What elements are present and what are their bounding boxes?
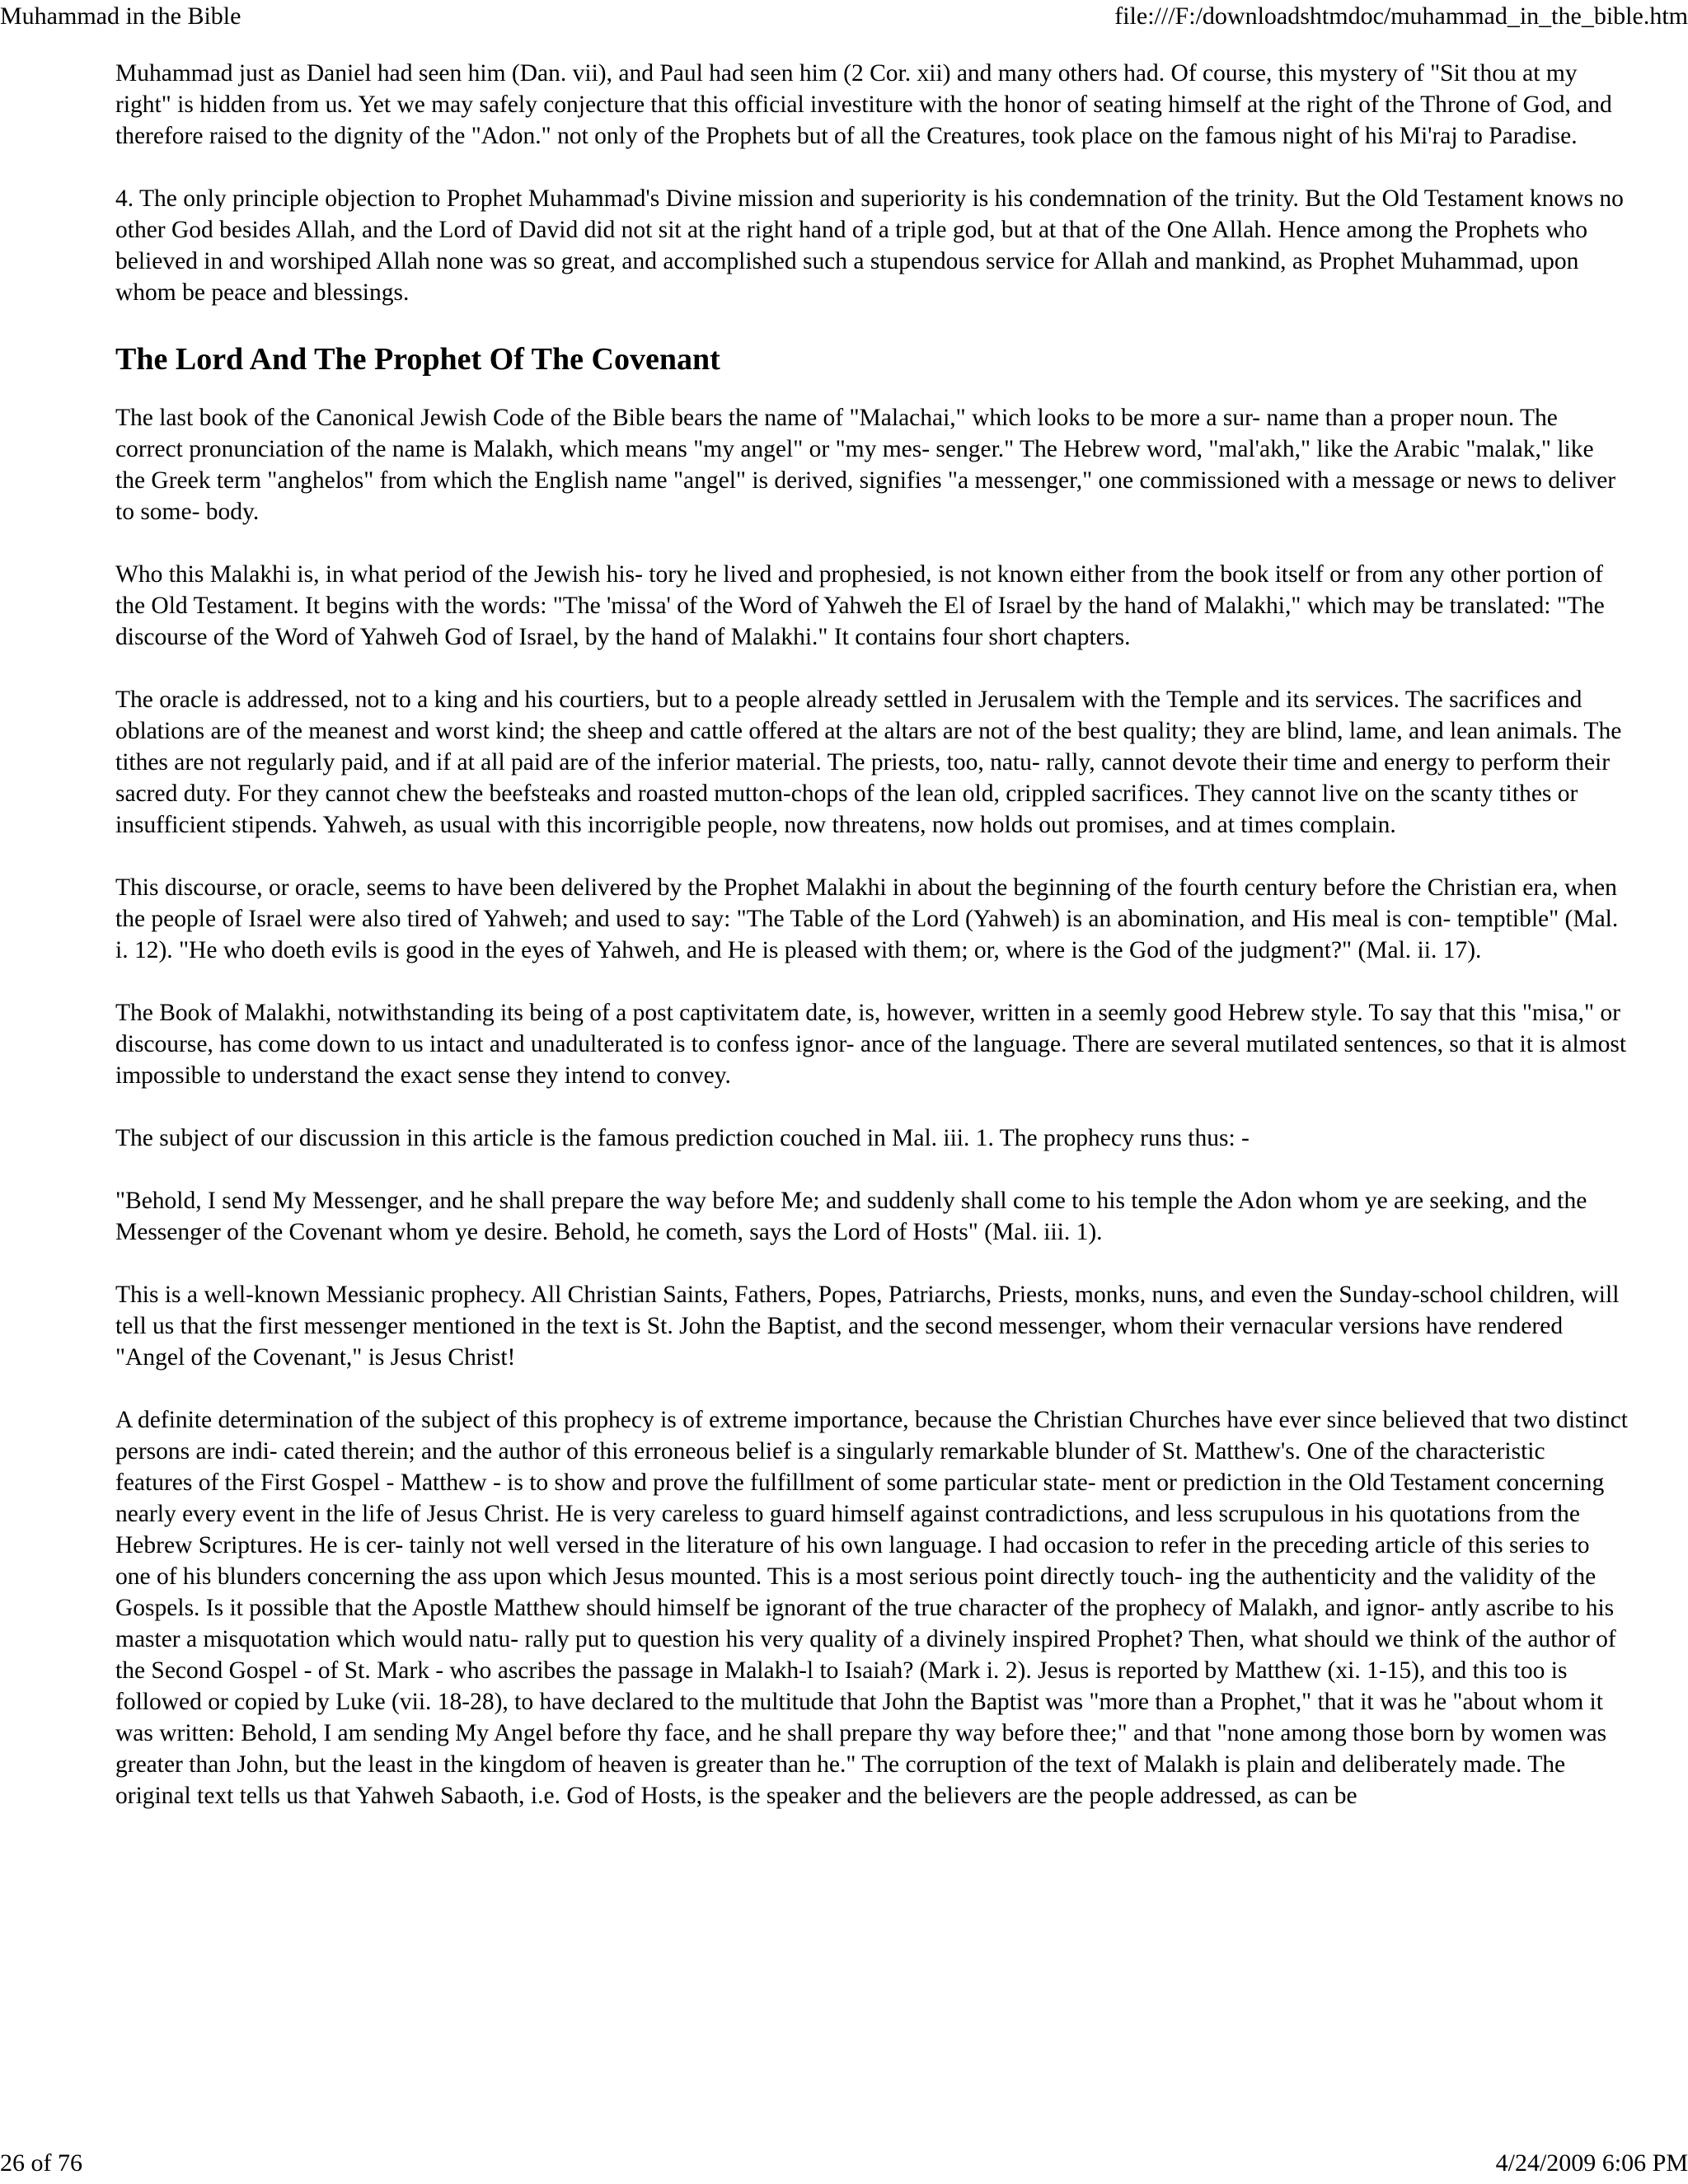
print-datetime: 4/24/2009 6:06 PM (1495, 2149, 1688, 2177)
document-body (115, 58, 1628, 1843)
body-paragraph: This discourse, or oracle, seems to have been delivered by the Prophet Malakhi in about the beginning of the fourth century before the Christian era, when the people of Israel were also tired of Yahweh; and used to say: "The Table of the Lord (Yahweh) is an abomination, and His meal is con- temptible" (Mal. i. 12). "He who doeth evils is good in the eyes of Yahweh, and He is pleased with them; or, where is the God of the judgment?" (Mal. ii. 17). (115, 874, 1619, 963)
body-paragraph: 4. The only principle objection to Prophet Muhammad's Divine mission and superiority is his condemnation of the trinity. But the Old Testament knows no other God besides Allah, and the Lord of David did not sit at the right hand of a triple god, but at that of the One Allah. Hence among the Prophets who believed in and worshiped Allah none was so great, and accomplished such a stupendous service for Allah and mankind, as Prophet Muhammad, upon whom be peace and blessings. (115, 185, 1624, 306)
body-paragraph: This is a well-known Messianic prophecy. All Christian Saints, Fathers, Popes, Patriarchs, Priests, monks, nuns, and even the Sunday-school children, will tell us that the first messenger mentioned in the text is St. John the Baptist, and the second messenger, whom their vernacular versions have rendered "Angel of the Covenant," is Jesus Christ! (115, 1282, 1620, 1371)
body-paragraph: Muhammad just as Daniel had seen him (Dan. vii), and Paul had seen him (2 Cor. xii) and many others had. Of course, this mystery of "Sit thou at my right" is hidden from us. Yet we may safely conjecture that this official investiture with the honor of seating himself at the right of the Throne of God, and therefore raised to the dignity of the "Adon." not only of the Prophets but of all the Creatures, took place on the famous night of his Mi'raj to Paradise. (115, 60, 1612, 149)
document-title: Muhammad in the Bible (0, 2, 241, 30)
document-url: file:///F:/downloadshtmdoc/muhammad_in_the_bible.htm (1114, 2, 1688, 30)
body-paragraph: The oracle is addressed, not to a king and his courtiers, but to a people already settled in Jerusalem with the Temple and its services. The sacrifices and oblations are of the meanest and worst kind; the sheep and cattle offered at the altars are not of the best quality; they are blind, lame, and lean animals. The tithes are not regularly paid, and if at all paid are of the inferior material. The priests, too, natu- rally, cannot devote their time and energy to perform their sacred duty. For they cannot chew the beefsteaks and roasted mutton-chops of the lean old, crippled sacrifices. They cannot live on the scanty tithes or insufficient stipends. Yahweh, as usual with this incorrigible people, now threatens, now holds out promises, and at times complain. (115, 687, 1622, 838)
quotation-paragraph: "Behold, I send My Messenger, and he shall prepare the way before Me; and suddenly shall come to his temple the Adon whom ye are seeking, and the Messenger of the Covenant whom ye desire. Behold, he cometh, says the Lord of Hosts" (Mal. iii. 1). (115, 1188, 1587, 1245)
body-paragraph: A definite determination of the subject of this prophecy is of extreme importance, because the Christian Churches have ever since believed that two distinct persons are indi- cated therein; and the author of this erroneous belief is a singularly remarkable blunder of St. Matthew's. One of the characteristic features of the First Gospel - Matthew - is to show and prove the fulfillment of some particular state- ment or prediction in the Old Testament concerning nearly every event in the life of Jesus Christ. He is very careless to guard himself against contradictions, and less scrupulous in his quotations from the Hebrew Scriptures. He is cer- tainly not well versed in the literature of his own language. I had occasion to refer in the preceding article of this series to one of his blunders concerning the ass upon which Jesus mounted. This is a most serious point directly touch- ing the authenticity and the validity of the Gospels. Is it possible that the Apostle Matthew should himself be ignorant of the true character of the prophecy of Malakh, and ignor- antly ascribe to his master a misquotation which would natu- rally put to question his very quality of a divinely inspired Prophet? Then, what should we think of the author of the Second Gospel - of St. Mark - who ascribes the passage in Malakh-l to Isaiah? (Mark i. 2). Jesus is reported by Matthew (xi. 1-15), and this too is followed or copied by Luke (vii. 18-28), to have declared to the multitude that John the Baptist was "more than a Prophet," that it was he "about whom it was written: Behold, I am sending My Angel before thy face, and he shall prepare thy way before thee;" and that "none among those born by women was greater than John, but the least in the kingdom of heaven is greater than he." The corruption of the text of Malakh is plain and deliberately made. The original text tells us that Yahweh Sabaoth, i.e. God of Hosts, is the speaker and the believers are the people addressed, as can be (115, 1407, 1628, 1809)
body-paragraph: The subject of our discussion in this article is the famous prediction couched in Mal. iii. 1. The prophecy runs thus: - (115, 1125, 1250, 1151)
body-paragraph: The last book of the Canonical Jewish Code of the Bible bears the name of "Malachai," which looks to be more a sur- name than a proper noun. The correct pronunciation of the name is Malakh, which means "my angel" or "my mes- senger." The Hebrew word, "mal'akh," like the Arabic "malak," like the Greek term "anghelos" from which the English name "angel" is derived, signifies "a messenger," one commissioned with a message or news to deliver to some- body. (115, 405, 1616, 525)
print-header (0, 0, 1688, 33)
section-heading: The Lord And The Prophet Of The Covenant (115, 342, 720, 377)
page-number: 26 of 76 (0, 2149, 82, 2177)
body-paragraph: Who this Malakhi is, in what period of the Jewish his- tory he lived and prophesied, is not known either from the book itself or from any other portion of the Old Testament. It begins with the words: "The 'missa' of the Word of Yahweh the El of Israel by the hand of Malakhi," which may be translated: "The discourse of the Word of Yahweh God of Israel, by the hand of Malakhi." It contains four short chapters. (115, 561, 1605, 650)
print-footer (0, 2147, 1688, 2180)
body-paragraph: The Book of Malakhi, notwithstanding its being of a post captivitatem date, is, however, written in a seemly good Hebrew style. To say that this "misa," or discourse, has come down to us intact and unadulterated is to confess ignor- ance of the language. There are several mutilated sentences, so that it is almost impossible to understand the exact sense they intend to convey. (115, 1000, 1627, 1089)
